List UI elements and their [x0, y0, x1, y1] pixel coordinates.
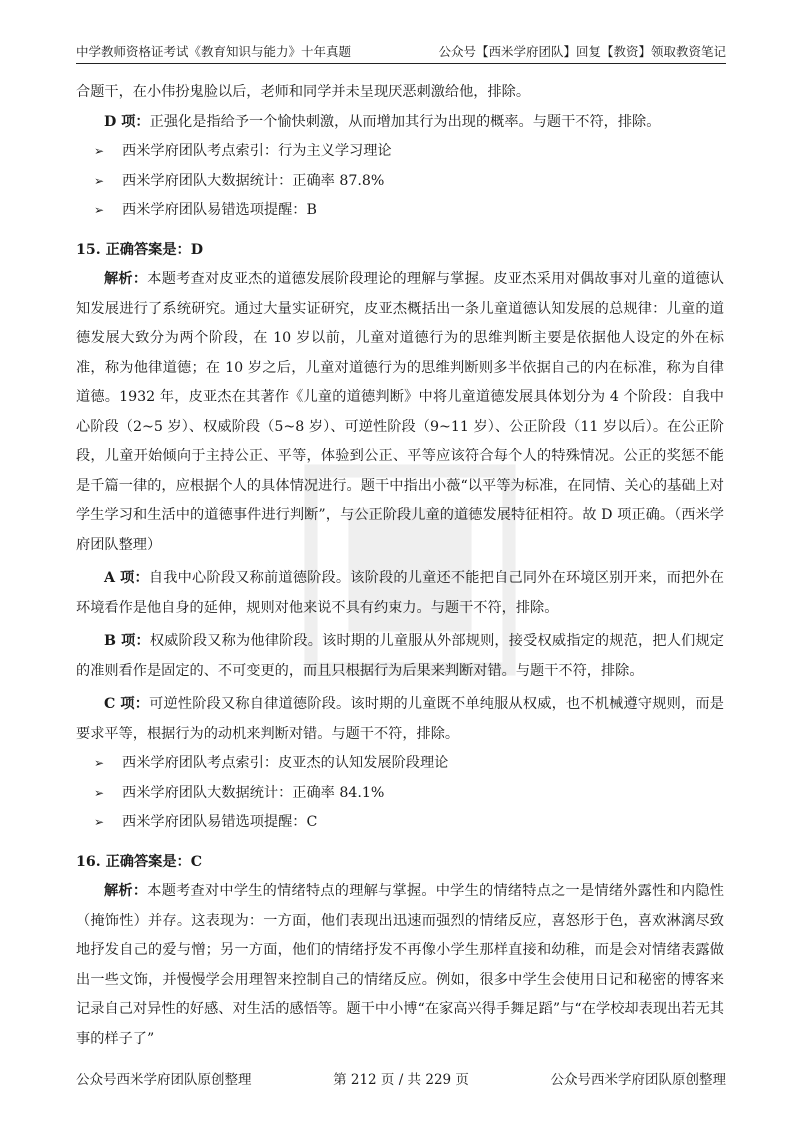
- header-title: 中学教师资格证考试《教育知识与能力》十年真题: [76, 44, 352, 59]
- q15-answer: 15. 正确答案是：D: [76, 241, 204, 258]
- arrow-bullet-icon: ➢: [94, 756, 105, 770]
- q15-analysis-text: 本题考查对皮亚杰的道德发展阶段理论的理解与掌握。皮亚杰采用对偶故事对儿童的道德认知发展进行了系统研究。通过大量实证研究，皮亚杰概括出一条儿童道德认知发展的总规律：儿童的道德发展大致分为两个阶段，在 10 岁以前，儿童对道德行为的思维判断主要是依据他人设定的外在标准，称为他律道德；在 10 岁之后，儿童对道德行为的思维判断则多半依据自己的内在标准，称为自律道德。1932 年，皮亚杰在其著作《儿童的道德判断》中将儿童道德发展具体划分为 4 个阶段：自我中心阶段（2~5 岁）、权威阶段（5~8 岁）、可逆性阶段（9~11 岁）、公正阶段（11 岁以后）。在公正阶段，儿童开始倾向于主持公正、平等，体验到公正、平等应该符合每个人的特殊情况。公正的奖惩不能是千篇一律的，应根据个人的具体情况进行。题干中指出小薇“以平等为标准，在同情、关心的基础上对学生学习和生活中的道德事件进行判断”，与公正阶段儿童的道德发展特征相符。故 D 项正确。（西米学府团队整理）: [76, 271, 724, 553]
- q16-analysis: [76, 877, 724, 1054]
- list-item: [76, 196, 724, 226]
- arrow-bullet-icon: ➢: [94, 173, 105, 188]
- bullet-text: 西米学府团队考点索引：皮亚杰的认知发展阶段理论: [122, 755, 449, 771]
- page-number: 第 212 页 / 共 229 页: [333, 1072, 469, 1088]
- bullet-text: 西米学府团队考点索引：行为主义学习理论: [122, 143, 392, 159]
- option-c-text: 可逆性阶段又称自律道德阶段。该时期的儿童既不单纯服从权威，也不机械遵守规则，而是要求平等，根据行为的动机来判断对错。与题干不符，排除。: [76, 696, 724, 742]
- option-a-label: A 项：: [104, 570, 149, 586]
- arrow-bullet-icon: ➢: [94, 144, 105, 158]
- d-option-text: 正强化是指给予一个愉快刺激，从而增加其行为出现的概率。与题干不符，排除。: [149, 113, 661, 130]
- option-b-text: 权威阶段又称为他律阶段。该时期的儿童服从外部规则，接受权威指定的规范，把人们规定的准则看作是固定的、不可变更的，而且只根据行为后果来判断对错。与题干不符，排除。: [76, 633, 724, 679]
- bullet-text: 西米学府团队大数据统计：正确率 87.8%: [122, 172, 385, 189]
- bullet-text: 西米学府团队大数据统计：正确率 84.1%: [122, 784, 385, 801]
- page-footer: [76, 1068, 726, 1088]
- option-c-label: C 项：: [104, 696, 150, 712]
- q15-analysis: [76, 265, 724, 560]
- list-item: [76, 167, 724, 197]
- q16-answer: 16. 正确答案是：C: [76, 853, 203, 870]
- q15-option-b: [76, 627, 724, 686]
- header-promo: 公众号【西米学府团队】回复【教资】领取教资笔记: [438, 44, 726, 59]
- footer-right: 公众号西米学府团队原创整理: [550, 1072, 726, 1088]
- footer-left: 公众号西米学府团队原创整理: [76, 1072, 252, 1088]
- list-item: [76, 779, 724, 809]
- q15-option-a: [76, 564, 724, 623]
- page-header: [76, 38, 726, 64]
- option-a-text: 自我中心阶段又称前道德阶段。该阶段的儿童还不能把自己同外在环境区别开来，而把外在环境看作是他自身的延伸，规则对他来说不具有约束力。与题干不符，排除。: [76, 570, 724, 616]
- q15-option-c: [76, 690, 724, 749]
- list-item: [76, 808, 724, 838]
- d-option-paragraph: [76, 108, 724, 138]
- bullet-text: 西米学府团队易错选项提醒：C: [122, 814, 318, 830]
- q16-analysis-label: 解析：: [104, 883, 148, 899]
- arrow-bullet-icon: ➢: [94, 203, 105, 217]
- d-option-label: D 项：: [104, 113, 150, 130]
- intro-line: 合题干，在小伟扮鬼脸以后，老师和同学并未呈现厌恶刺激给他，排除。: [76, 84, 531, 100]
- option-b-label: B 项：: [104, 633, 150, 649]
- bullet-text: 西米学府团队易错选项提醒：B: [122, 202, 317, 218]
- arrow-bullet-icon: ➢: [94, 815, 105, 829]
- document-body: [76, 78, 724, 1054]
- list-item: [76, 137, 724, 167]
- q15-analysis-label: 解析：: [104, 271, 148, 287]
- list-item: [76, 749, 724, 779]
- q16-analysis-text: 本题考查对中学生的情绪特点的理解与掌握。中学生的情绪特点之一是情绪外露性和内隐性（掩饰性）并存。这表现为：一方面，他们表现出迅速而强烈的情绪反应，喜怒形于色，喜欢淋漓尽致地抒发自己的爱与憎；另一方面，他们的情绪抒发不再像小学生那样直接和幼稚，而是会对情绪表露做出一些文饰，并慢慢学会用理智来控制自己的情绪反应。例如，很多中学生会使用日记和秘密的博客来记录自己对异性的好感、对生活的感悟等。题干中小博“在家高兴得手舞足蹈”与“在学校却表现出若无其事的样子了”: [76, 883, 724, 1047]
- arrow-bullet-icon: ➢: [94, 785, 105, 800]
